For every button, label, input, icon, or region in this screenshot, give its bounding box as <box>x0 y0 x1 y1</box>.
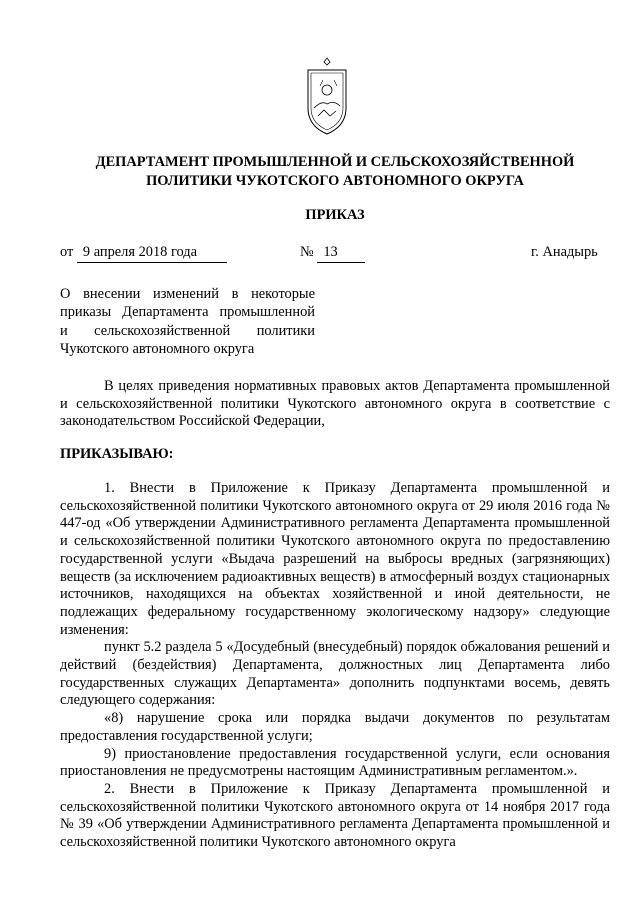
subject-line: приказы Департамента промышленной <box>60 304 315 321</box>
coat-of-arms-emblem <box>304 56 350 138</box>
city: г. Анадырь <box>531 244 598 260</box>
department-name-line2: ПОЛИТИКИ ЧУКОТСКОГО АВТОНОМНОГО ОКРУГА <box>146 173 524 189</box>
order-number: 13 <box>317 243 365 263</box>
number-line <box>300 243 365 263</box>
paragraph-3: «8) нарушение срока или порядка выдачи документов по результатам предоставления государственной услуги; <box>60 710 610 744</box>
subject-line: и сельскохозяйственной политики <box>60 322 315 339</box>
document-type-title: ПРИКАЗ <box>305 207 365 223</box>
from-label: от <box>60 244 74 260</box>
date-line-from <box>60 243 227 263</box>
order-date: 9 апреля 2018 года <box>77 243 227 263</box>
paragraph-5: 2. Внести в Приложение к Приказу Департамента промышленной и сельскохозяйственной политики Чукотского автономного округа от 14 ноября 2017 года № 39 «Об утверждении Административного регламента Департамента промышленной и сельскохозяйственной политики Чукотского автономного округа <box>60 780 610 851</box>
preamble-block <box>60 378 610 431</box>
paragraph-1: 1. Внести в Приложение к Приказу Департамента промышленной и сельскохозяйственной политики Чукотского автономного округа от 29 июля 2016 года № 447-од «Об утверждении Административного регламента Департамента промышленной и сельскохозяйственной политики Чукотского автономного округа по предоставлению государственной услуги «Выдача разрешений на выбросы вредных (загрязняющих) веществ (за исключением радиоактивных веществ) в атмосферный воздух стационарных источников, находящихся на объектах хозяйственной и иной деятельности, не подлежащих федеральному государственному экологическому надзору» следующие изменения: <box>60 480 610 638</box>
department-name-line1: ДЕПАРТАМЕНТ ПРОМЫШЛЕННОЙ И СЕЛЬСКОХОЗЯЙСТВЕННОЙ <box>95 154 575 170</box>
subject-line: О внесении изменений в некоторые <box>60 286 315 302</box>
subject-line: Чукотского автономного округа <box>60 340 255 357</box>
order-subject <box>60 285 315 358</box>
order-word: ПРИКАЗЫВАЮ: <box>60 446 174 462</box>
paragraph-2: пункт 5.2 раздела 5 «Досудебный (внесудебный) порядок обжалования решений и действий (бездействия) Департамента, должностных лиц Департамента либо государственных служащих Департамента» дополнить подпунктами восемь, девять следующего содержания: <box>60 639 610 709</box>
number-label: № <box>300 244 314 260</box>
order-body <box>60 480 610 852</box>
preamble: В целях приведения нормативных правовых актов Департамента промышленной и сельскохозяйственной политики Чукотского автономного округа в соответствие с законодательством Российской Федерации, <box>60 378 610 430</box>
paragraph-4: 9) приостановление предоставления государственной услуги, если основания приостановления не предусмотрены настоящим Административным регламентом.». <box>60 745 610 780</box>
